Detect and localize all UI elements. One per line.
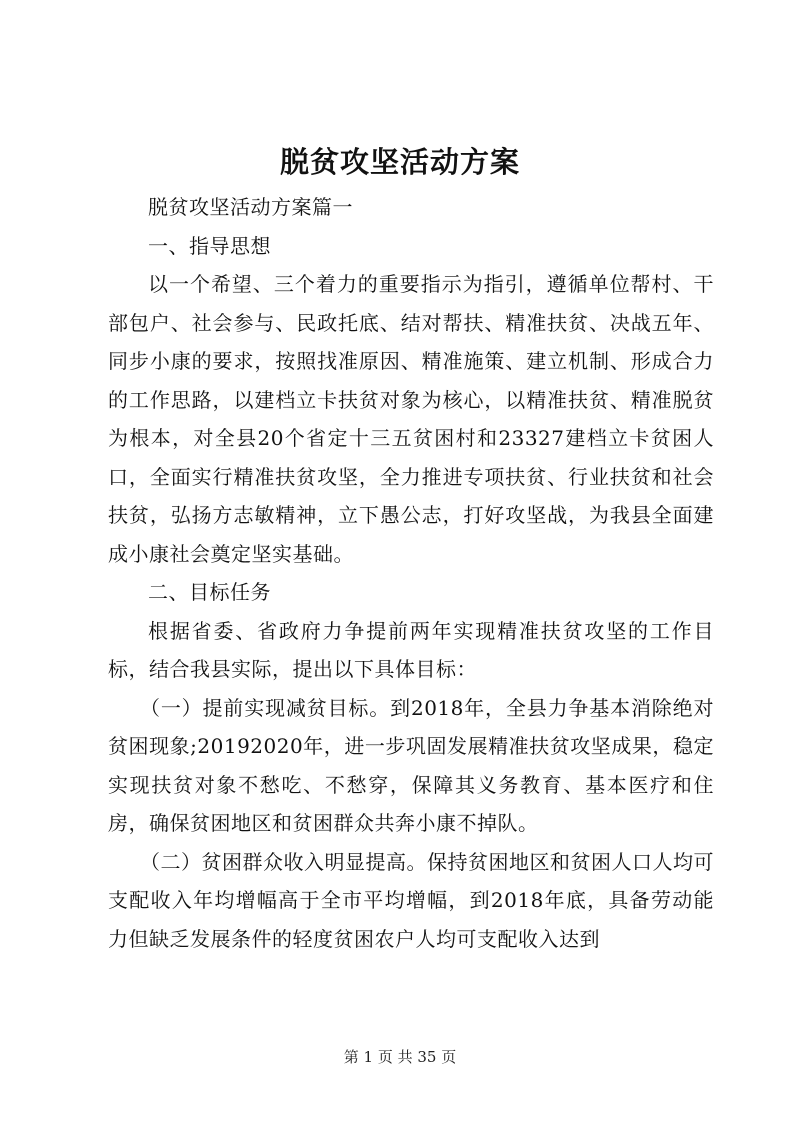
document-title: 脱贫攻坚活动方案 <box>279 145 520 179</box>
section-heading: 二、目标任务 <box>148 580 271 604</box>
section-heading: 脱贫攻坚活动方案篇一 <box>148 195 353 219</box>
document-body <box>108 188 714 958</box>
page-number: 第 1 页 共 35 页 <box>343 1048 457 1066</box>
body-paragraph: 根据省委、省政府力争提前两年实现精准扶贫攻坚的工作目标，结合我县实际，提出以下具体目标： <box>108 618 714 681</box>
section-heading: 一、指导思想 <box>148 233 271 258</box>
body-paragraph: 以一个希望、三个着力的重要指示为指引，遵循单位帮村、干部包户、社会参与、民政托底、结对帮扶、精准扶贫、决战五年、同步小康的要求，按照找准原因、精准施策、建立机制、形成合力的工作思路，以建档立卡扶贫对象为核心，以精准扶贫、精准脱贫为根本，对全县20个省定十三五贫困村和23327建档立卡贫困人口，全面实行精准扶贫攻坚，全力推进专项扶贫、行业扶贫和社会扶贫，弘扬方志敏精神，立下愚公志，打好攻坚战，为我县全面建成小康社会奠定坚实基础。 <box>108 272 714 566</box>
body-paragraph: （二）贫困群众收入明显提高。保持贫困地区和贫困人口人均可支配收入年均增幅高于全市平均增幅，到2018年底，具备劳动能力但缺乏发展条件的轻度贫困农户人均可支配收入达到 <box>108 849 714 951</box>
body-paragraph: （一）提前实现减贫目标。到2018年，全县力争基本消除绝对贫困现象;20192020年，进一步巩固发展精准扶贫攻坚成果，稳定实现扶贫对象不愁吃、不愁穿，保障其义务教育、基本医疗和住房，确保贫困地区和贫困群众共奔小康不掉队。 <box>108 695 714 835</box>
